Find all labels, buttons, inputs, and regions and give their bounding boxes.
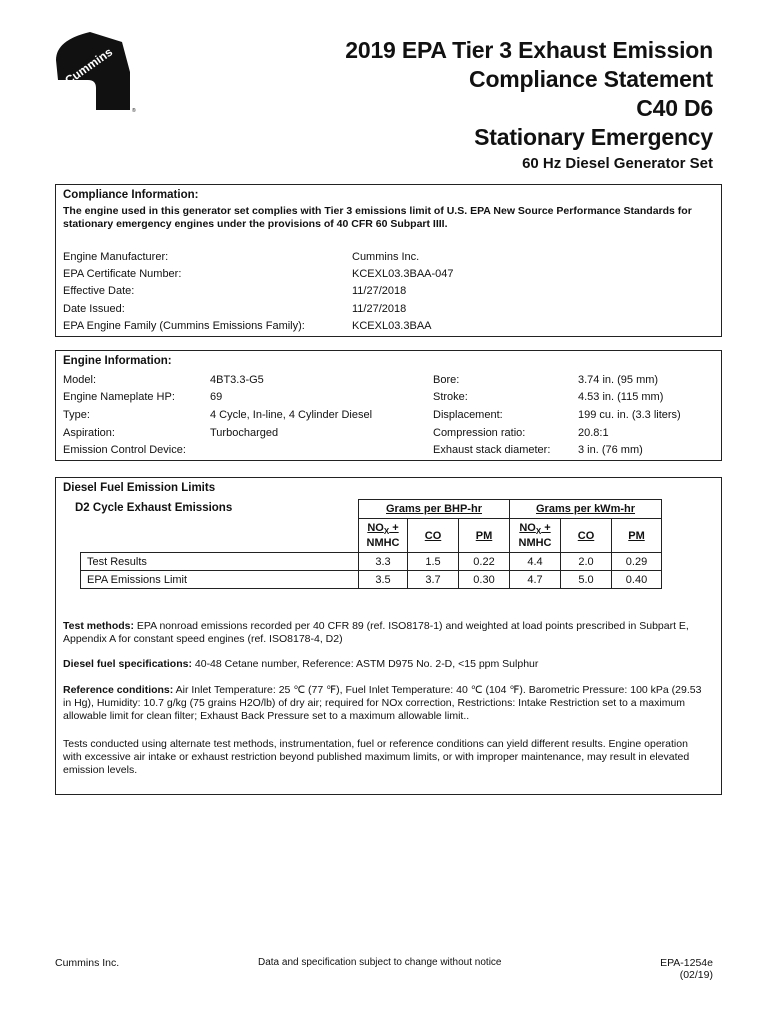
- table-cell: 5.0: [561, 571, 612, 589]
- disclaimer-paragraph: Tests conducted using alternate test methods, instrumentation, fuel or reference conditions can yield different results. Engine operation with excessive air intake or exhaust restriction beyond published maximum limits, or with improper maintenance, may result in elevated emission levels.: [63, 738, 690, 776]
- footer-company: Cummins Inc.: [55, 957, 120, 969]
- engine-family-value: KCEXL03.3BAA: [352, 320, 432, 332]
- d2-cycle-heading: D2 Cycle Exhaust Emissions: [75, 502, 233, 514]
- bhp-group-header: Grams per BHP-hr: [359, 500, 510, 519]
- table-cell: 0.40: [612, 571, 662, 589]
- table-cell: 0.30: [459, 571, 510, 589]
- aspiration-label: Aspiration:: [63, 427, 115, 439]
- footer-doc-date: (02/19): [679, 969, 713, 981]
- title-line-1: 2019 EPA Tier 3 Exhaust Emission: [345, 37, 713, 63]
- emission-limits-heading: Diesel Fuel Emission Limits: [63, 482, 216, 494]
- bore-label: Bore:: [433, 374, 460, 386]
- table-cell: 3.7: [408, 571, 459, 589]
- registered-mark: ®: [132, 108, 136, 114]
- cummins-logo: [52, 30, 132, 112]
- emission-control-label: Emission Control Device:: [63, 444, 186, 456]
- certificate-value: KCEXL03.3BAA-047: [352, 268, 454, 280]
- pm-header-kwm: PM: [612, 519, 662, 553]
- compression-value: 20.8:1: [578, 427, 609, 439]
- engine-family-label: EPA Engine Family (Cummins Emissions Family):: [63, 320, 305, 332]
- footer-notice: Data and specification subject to change without notice: [258, 957, 502, 968]
- table-cell: 1.5: [408, 553, 459, 571]
- document-subtitle: 60 Hz Diesel Generator Set: [522, 155, 713, 172]
- manufacturer-value: Cummins Inc.: [352, 251, 420, 263]
- table-cell: 0.22: [459, 553, 510, 571]
- type-label: Type:: [63, 409, 90, 421]
- stroke-label: Stroke:: [433, 391, 468, 403]
- nameplate-hp-label: Engine Nameplate HP:: [63, 391, 175, 403]
- engine-information-box: [55, 350, 722, 461]
- table-row: [81, 553, 662, 571]
- model-value: 4BT3.3-G5: [210, 374, 264, 386]
- compliance-heading: Compliance Information:: [63, 189, 199, 201]
- test-results-label: Test Results: [81, 553, 359, 571]
- co-header-kwm: CO: [561, 519, 612, 553]
- nameplate-hp-value: 69: [210, 391, 223, 403]
- test-methods-paragraph: Test methods: EPA nonroad emissions recorded per 40 CFR 89 (ref. ISO8178-1) and weighted at load points prescribed in Subpart E, Appendix A for constant speed engines (ref. ISO8178-4, D2): [63, 620, 689, 645]
- pm-header-bhp: PM: [459, 519, 510, 553]
- compliance-information-box: [55, 184, 722, 337]
- title-line-3: C40 D6: [636, 95, 713, 121]
- table-cell: 2.0: [561, 553, 612, 571]
- emission-limits-box: [55, 477, 722, 795]
- document-title: [345, 36, 713, 172]
- title-line-2: Compliance Statement: [469, 66, 713, 92]
- engine-heading: Engine Information:: [63, 355, 172, 367]
- nox-nmhc-header-bhp: $NO_X$ + NMHC: [359, 519, 408, 553]
- date-issued-label: Date Issued:: [63, 303, 125, 315]
- co-header-bhp: CO: [408, 519, 459, 553]
- type-value: 4 Cycle, In-line, 4 Cylinder Diesel: [210, 409, 373, 421]
- model-label: Model:: [63, 374, 97, 386]
- title-line-4: Stationary Emergency: [474, 124, 713, 150]
- certificate-label: EPA Certificate Number:: [63, 268, 182, 280]
- date-issued-value: 11/27/2018: [352, 303, 407, 315]
- bore-value: 3.74 in. (95 mm): [578, 374, 659, 386]
- fuel-spec-paragraph: Diesel fuel specifications: 40-48 Cetane number, Reference: ASTM D975 No. 2-D, <15 ppm Sulphur: [63, 658, 539, 670]
- table-row: [81, 571, 662, 589]
- table-cell: 3.3: [359, 553, 408, 571]
- displacement-value: 199 cu. in. (3.3 liters): [578, 409, 681, 421]
- kwm-group-header: Grams per kWm-hr: [510, 500, 662, 519]
- table-cell: 4.4: [510, 553, 561, 571]
- exhaust-stack-value: 3 in. (76 mm): [578, 444, 643, 456]
- displacement-label: Displacement:: [433, 409, 503, 421]
- manufacturer-label: Engine Manufacturer:: [63, 251, 169, 263]
- nox-nmhc-header-kwm: $NO_X$ + NMHC: [510, 519, 561, 553]
- footer-doc-number: EPA-1254e: [660, 957, 713, 969]
- aspiration-value: Turbocharged: [210, 427, 279, 439]
- reference-conditions-paragraph: Reference conditions: Air Inlet Temperature: 25 ℃ (77 ℉), Fuel Inlet Temperature: 40 ℃ (104 ℉). Barometric Pressure: 100 kPa (29.53 in Hg), Humidity: 10.7 g/kg (75 grains H2O/lb) of dry air; required for NOx correction, Restrictions: Intake Restriction set to a maximum allowable limit for clean filter; Exhaust Back Pressure set to a maximum allowable limit..: [63, 684, 702, 722]
- epa-limit-label: EPA Emissions Limit: [81, 571, 359, 589]
- exhaust-stack-label: Exhaust stack diameter:: [433, 444, 551, 456]
- effective-date-label: Effective Date:: [63, 285, 135, 297]
- effective-date-value: 11/27/2018: [352, 285, 407, 297]
- logo-text: Cummins: [62, 44, 116, 88]
- compliance-statement: The engine used in this generator set complies with Tier 3 emissions limit of U.S. EPA New Source Performance Standards for stationary emergency engines under the provisions of 40 CFR 60 Subpart IIII.: [63, 205, 692, 230]
- compression-label: Compression ratio:: [433, 427, 526, 439]
- table-cell: 0.29: [612, 553, 662, 571]
- table-cell: 4.7: [510, 571, 561, 589]
- footer-doc-info: [660, 957, 713, 981]
- stroke-value: 4.53 in. (115 mm): [578, 391, 664, 403]
- table-cell: 3.5: [359, 571, 408, 589]
- emissions-table: [80, 499, 662, 589]
